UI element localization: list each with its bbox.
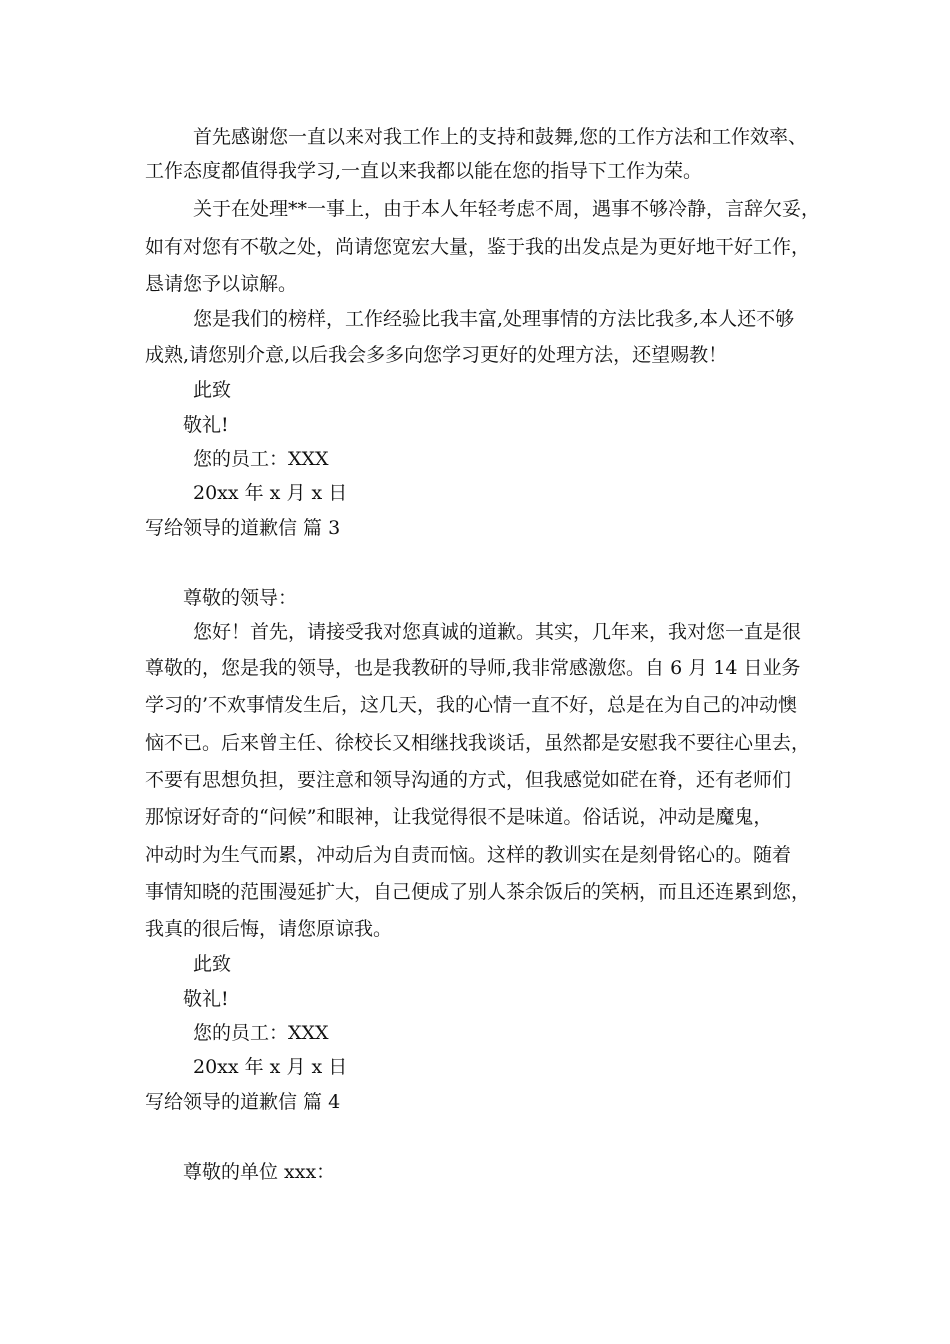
paragraph-line: 学习的’不欢事情发生后，这几天，我的心情一直不好，总是在为自己的冲动懊 [145, 694, 798, 716]
paragraph-line: 事情知晓的范围漫延扩大，自己便成了别人茶余饭后的笑柄，而且还连累到您， [145, 881, 811, 903]
section-heading: 写给领导的道歉信 篇 4 [145, 1091, 341, 1113]
paragraph-line: 成熟,请您别介意,以后我会多多向您学习更好的处理方法，还望赐教！ [145, 344, 728, 366]
date-line: 20xx 年 x 月 x 日 [193, 1056, 348, 1078]
greeting: 尊敬的领导： [183, 587, 298, 609]
date-line: 20xx 年 x 月 x 日 [193, 482, 348, 504]
paragraph-line: 尊敬的，您是我的领导，也是我教研的导师,我非常感激您。自 6 月 14 日业务 [145, 657, 801, 679]
paragraph-line: 您好！首先，请接受我对您真诚的道歉。其实，几年来，我对您一直是很 [193, 621, 802, 643]
closing-ci-zhi: 此致 [193, 379, 232, 401]
paragraph-line: 首先感谢您一直以来对我工作上的支持和鼓舞,您的工作方法和工作效率、 [193, 126, 808, 148]
paragraph-line: 我真的很后悔，请您原谅我。 [145, 918, 393, 940]
signature: 您的员工：XXX [193, 1022, 329, 1044]
closing-ci-zhi: 此致 [193, 953, 232, 975]
signature: 您的员工：XXX [193, 448, 329, 470]
paragraph-line: 工作态度都值得我学习,一直以来我都以能在您的指导下工作为荣。 [145, 160, 703, 182]
greeting: 尊敬的单位 xxx： [183, 1161, 336, 1183]
section-heading: 写给领导的道歉信 篇 3 [145, 517, 341, 539]
paragraph-line: 那惊讶好奇的“问候”和眼神，让我觉得很不是味道。俗话说，冲动是魔鬼， [145, 806, 773, 828]
paragraph-line: 关于在处理**一事上，由于本人年轻考虑不周，遇事不够冷静，言辞欠妥， [193, 198, 821, 220]
paragraph-line: 恳请您予以谅解。 [145, 273, 298, 295]
paragraph-line: 冲动时为生气而累，冲动后为自责而恼。这样的教训实在是刻骨铭心的。随着 [145, 844, 792, 866]
closing-jing-li: 敬礼! [183, 988, 229, 1010]
paragraph-line: 您是我们的榜样，工作经验比我丰富,处理事情的方法比我多,本人还不够 [193, 308, 795, 330]
paragraph-line: 不要有思想负担，要注意和领导沟通的方式，但我感觉如硭在脊，还有老师们 [145, 769, 792, 791]
paragraph-line: 如有对您有不敬之处，尚请您宽宏大量，鉴于我的出发点是为更好地干好工作， [145, 236, 811, 258]
paragraph-line: 恼不已。后来曾主任、徐校长又相继找我谈话，虽然都是安慰我不要往心里去， [145, 732, 811, 754]
closing-jing-li: 敬礼! [183, 414, 229, 436]
